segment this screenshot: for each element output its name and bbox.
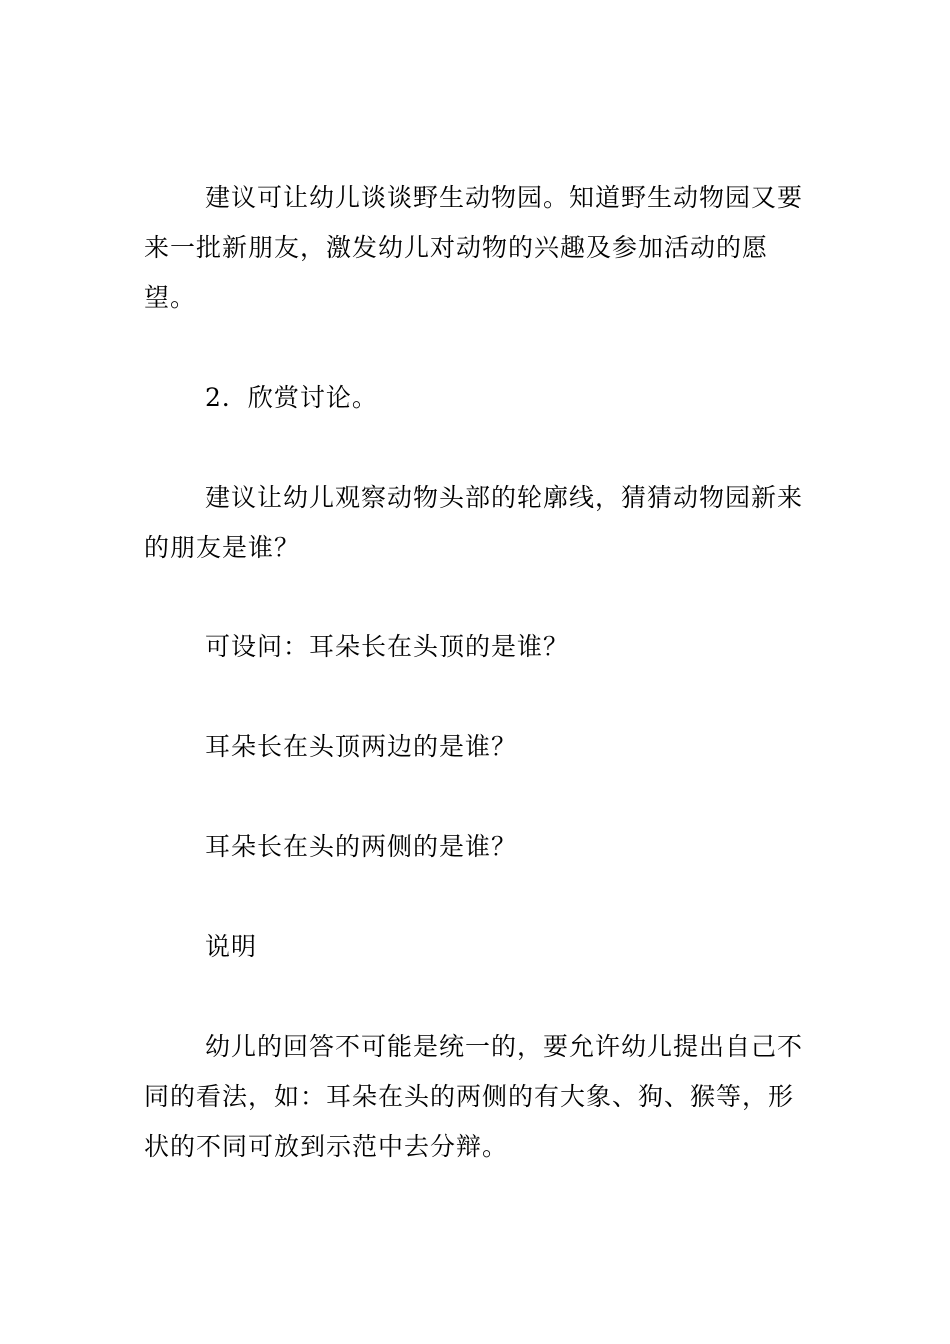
paragraph-question-1: 可设问：耳朵长在头顶的是谁？ [144, 632, 569, 661]
paragraph-note-body: 幼儿的回答不可能是统一的，要允许幼儿提出自己不同的看法，如：耳朵在头的两侧的有大象、狗、猴等，形状的不同可放到示范中去分辩。 [144, 1032, 803, 1161]
paragraph-observe: 建议让幼儿观察动物头部的轮廓线，猜猜动物园新来的朋友是谁？ [144, 483, 803, 562]
paragraph-intro: 建议可让幼儿谈谈野生动物园。知道野生动物园又要来一批新朋友，激发幼儿对动物的兴趣及参加活动的愿望。 [144, 183, 803, 312]
paragraph-note-heading: 说明 [144, 932, 257, 961]
paragraph-question-2: 耳朵长在头顶两边的是谁？ [144, 732, 517, 761]
paragraph-question-3: 耳朵长在头的两侧的是谁？ [144, 832, 517, 861]
paragraph-step-2: 2．欣赏讨论。 [144, 383, 378, 412]
